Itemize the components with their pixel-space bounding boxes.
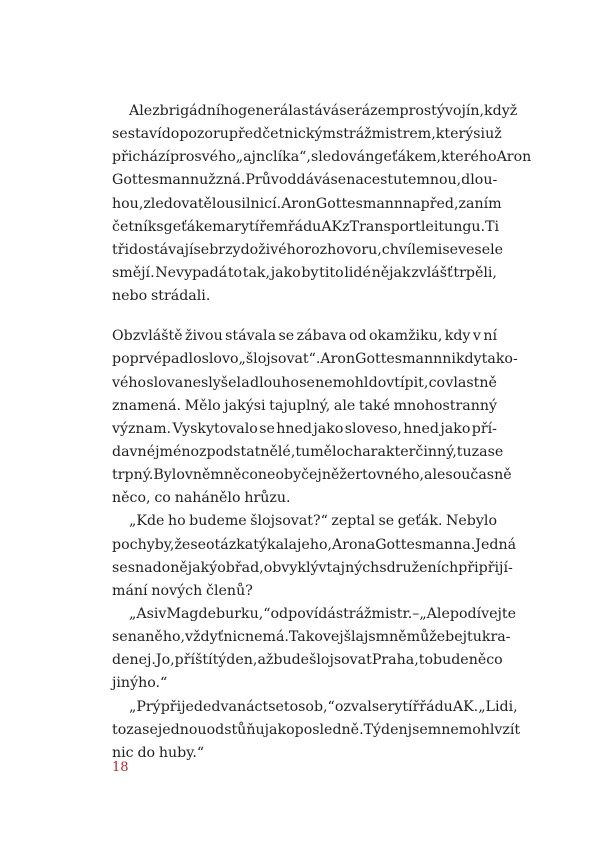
text-line: hou, zledovatělou silnicí. Aron Gottesmann napřed, za ním [112,195,502,212]
text-line: něco, co nahánělo hrůzu. [112,490,291,507]
text-line: „Kde ho budeme šlojsovat?“ zeptal se geťák. Nebylo [129,513,497,530]
text-line: „Asi v Magdeburku,“ odpovídá strážmistr. – „Ale podívejte [129,605,517,622]
text-line: denej. Jo, příští týden, až bude šlojsovat Praha, to bude něco [112,652,503,669]
text-line: se staví do pozoru před četnickým strážmistrem, který si už [112,126,502,143]
text-line: mání nových členů? [112,582,253,599]
paragraph-gap [112,308,497,325]
text-line: nic do huby.“ [112,744,205,761]
paragraph [112,696,521,765]
text-line: znamená. Mělo jakýsi tajuplný, ale také mnohostranný [112,397,497,414]
text-line: trpný. Bylo v něm něco neobyčejně žertovného, ale současně [112,467,512,484]
text-line: nebo strádali. [112,288,211,305]
text-line: tři dostávají se brzy do živého rozhovoru, chvílemi se vesele [112,241,504,258]
paragraph [112,325,518,510]
text-line: Gottesmann už zná. Průvod dává se na cestu temnou, dlou- [112,172,498,189]
text-line: četník s geťákem a rytířem řádu AK z Transportleitungu. Ti [112,218,500,235]
text-line: smějí. Nevypadá to tak, jako by tito lidé nějak zvlášť trpěli, [112,264,497,281]
text-line: se na něho, vždyť nic nemá. Takovej šlajs mně může bejt ukra- [112,629,511,646]
text-line: vého slova neslyšel a dlouho se nemohl dovtípit, co vlastně [112,374,497,391]
text-line: jinýho.“ [112,675,168,692]
text-line: Obzvláště živou stávala se zábava od okamžiku, kdy v ní [112,328,497,345]
text-line: přichází pro svého „ajnclíka“, sledován geťákem, kterého Aron [112,149,532,166]
body-text [112,100,532,765]
text-line: význam. Vyskytovalo se hned jako sloveso, hned jako pří- [112,420,497,437]
text-line: poprvé padlo slovo „šlojsovat“. Aron Gottesmann nikdy tako- [112,351,518,368]
paragraph [112,510,517,603]
text-line: to zase jednou odstůňu jako posledně. Týden jsem nemohl vzít [112,721,521,738]
paragraph [112,603,517,696]
text-line: se snad o nějaký obřad, obvyklý v tajných sdruženích při přijí- [112,559,513,576]
text-line: pochyby, že se otázka týkala jeho, Arona Gottesmanna. Jedná [112,536,517,553]
page-number: 18 [112,760,129,775]
paragraph [112,100,532,308]
text-line: davné jméno zpodstatnělé, tu mělo charakter činný, tu zase [112,443,504,460]
text-line: „Prý přijede dvanáct set osob,“ ozval se rytíř řádu AK. „Lidi, [129,698,518,715]
text-line: Ale z brigádního generála stává se rázem prostý vojín, když [129,103,518,119]
